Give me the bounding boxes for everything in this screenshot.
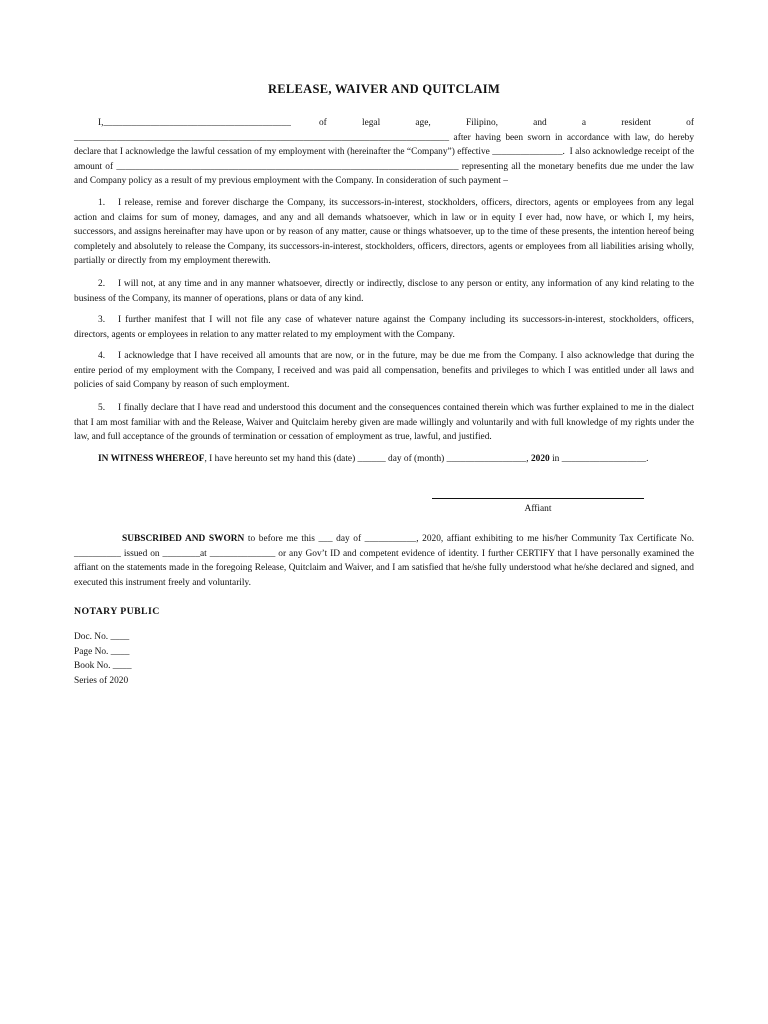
item-text: I release, remise and forever discharge the Company, its successors-in-interest, stockholders, officers, directors, agents or employees from any legal action and claims for sum of money, damages, and any and all demands whatsoever, which in law or in equity I ever had, now have, or which I, my heirs, successors, and assigns hereinafter may have upon or by reason of any matter, cause or things whatsoever, up to the time of these presents, the intention hereof being completely and absolutely to release the Company, its successors-in-interest, stockholders, officers, directors, agents or employees from all liabilities arising wholly, partially or directly from my employment therewith. bbox=[74, 198, 694, 267]
intro-residence-text bbox=[319, 116, 694, 131]
receipt-text: I also acknowledge receipt of the amount of bbox=[74, 147, 694, 172]
word-resident: resident bbox=[621, 118, 651, 128]
item-number: 3. bbox=[98, 315, 106, 325]
jurat-text: to before me this ___ day of ___________, 2020, affiant exhibiting to me his/her Community Tax Certificate No. __________ issued on ________at ______________ or any Gov’t ID and competent evidence of identity. I further CERTIFY that I have personally examined the affiant on the statements made in the foregoing Release, Quitclaim and Waiver, and I am satisfied that he/she fully understood what he/she declared and signed, and executed this instrument freely and voluntarily. bbox=[74, 534, 695, 588]
affiant-label: Affiant bbox=[524, 504, 552, 514]
item-3 bbox=[74, 313, 694, 342]
name-blank: ________________________________________ bbox=[103, 118, 291, 128]
signature-line bbox=[432, 498, 644, 499]
word-legal: legal bbox=[361, 118, 381, 128]
intro-line-1 bbox=[98, 116, 694, 131]
item-number: 4. bbox=[98, 351, 106, 361]
jurat-paragraph bbox=[74, 532, 694, 590]
book-no: Book No. ____ bbox=[74, 661, 132, 672]
witness-in: in bbox=[552, 454, 560, 464]
notary-register bbox=[74, 630, 132, 688]
page-no: Page No. ____ bbox=[74, 646, 130, 657]
word-filipino: Filipino, bbox=[465, 118, 498, 128]
witness-text: , I have hereunto set my hand this (date) ______ day of (month) _________________, bbox=[204, 454, 529, 464]
item-text: I further manifest that I will not file any case of whatever nature against the Company including its successors-in-interest, stockholders, officers, directors, agents or employees in relation to any matter related to my employment with the Company. bbox=[74, 315, 694, 340]
word-of: of bbox=[318, 118, 327, 128]
item-number: 2. bbox=[98, 279, 106, 289]
intro-declaration: after having been sworn in accordance with law, do hereby declare that I acknowledge the lawful cessation of my employment with (hereinafter the “Company”) effective bbox=[74, 132, 695, 158]
item-text: I acknowledge that I have received all amounts that are now, or in the future, may be due me from the Company. I also acknowledge that during the entire period of my employment with the Company, I received and was paid all compensation, benefits and privileges to which I was entitled under all laws and policies of said Company by reason of such employment. bbox=[74, 351, 694, 391]
amount-blank: _________________________________________________________________________ bbox=[116, 161, 459, 172]
document-title: RELEASE, WAIVER AND QUITCLAIM bbox=[267, 82, 501, 96]
address-blank: ________________________________________________________________________________ bbox=[74, 132, 449, 143]
item-number: 5. bbox=[98, 403, 106, 413]
place-blank: __________________. bbox=[561, 454, 649, 464]
witness-paragraph bbox=[74, 452, 694, 467]
item-2 bbox=[74, 277, 694, 306]
item-5 bbox=[74, 401, 694, 445]
intro-rest bbox=[74, 131, 694, 189]
item-1 bbox=[74, 196, 694, 269]
notary-public-heading: NOTARY PUBLIC bbox=[74, 606, 160, 617]
jurat-heading: SUBSCRIBED AND SWORN bbox=[122, 534, 245, 544]
effective-date-blank: _______________. bbox=[492, 147, 565, 158]
witness-year: 2020 bbox=[530, 454, 550, 464]
word-age: age, bbox=[415, 118, 431, 128]
item-4 bbox=[74, 349, 694, 393]
witness-heading: IN WITNESS WHEREOF bbox=[98, 454, 205, 464]
word-and: and bbox=[533, 118, 547, 128]
intro-pronoun: I, bbox=[98, 118, 104, 128]
word-of-2: of bbox=[686, 118, 694, 128]
item-text: I finally declare that I have read and understood this document and the consequences contained therein which was further explained to me in the dialect that I am most familiar with and the Release, Waiver and Quitclaim hereby given are made willingly and voluntarily and with full knowledge of my rights under the law, and full acceptance of the grounds of termination or cessation of employment as true, lawful, and justified. bbox=[74, 403, 694, 443]
item-number: 1. bbox=[98, 198, 106, 208]
item-text: I will not, at any time and in any manner whatsoever, directly or indirectly, disclose to any person or entity, any information of any kind relating to the business of the Company, its manner of operations, plans or data of any kind. bbox=[74, 279, 694, 304]
intro-paragraph bbox=[74, 116, 694, 189]
series: Series of 2020 bbox=[74, 675, 129, 686]
word-a: a bbox=[581, 118, 587, 128]
doc-no: Doc. No. ____ bbox=[74, 632, 130, 642]
benefits-text: representing all the monetary benefits due me under the law and Company policy as a result of my previous employment with the Company. In consideration of such payment – bbox=[74, 161, 695, 187]
